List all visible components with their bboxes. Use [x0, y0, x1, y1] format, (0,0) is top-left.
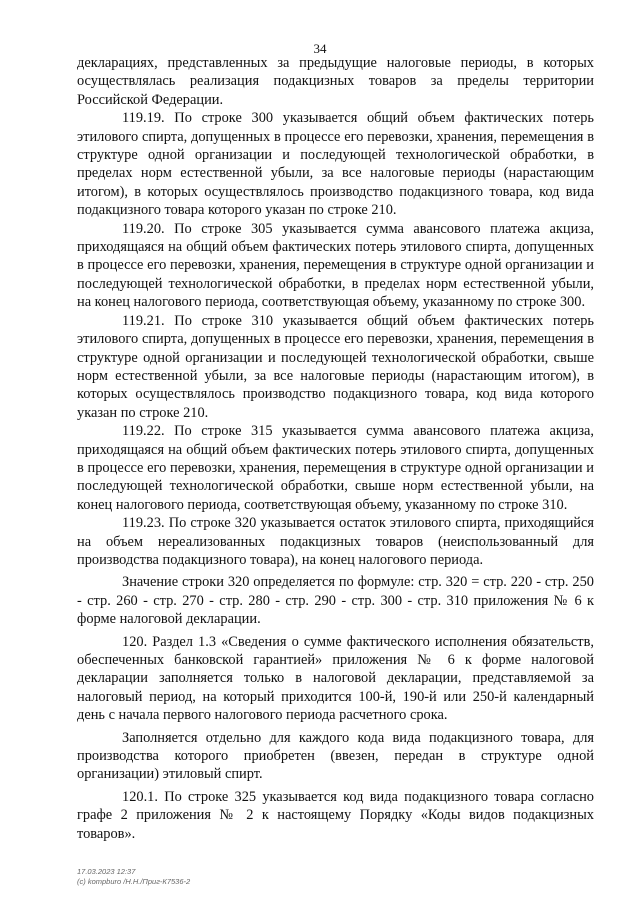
document-footer	[77, 867, 190, 887]
paragraph-119-20: 119.20. По строке 305 указывается сумма авансового платежа акциза, приходящаяся на общий объем фактических потерь этилового спирта, допущенных в процессе его перевозки, хранения, перемещения в структуре одной организации и последующей технологической обработки, в пределах норм естественной убыли, на конец налогового периода, соответствующая объему, указанному по строке 300.	[77, 220, 594, 311]
paragraph-formula: Значение строки 320 определяется по формуле: стр. 320 = стр. 220 - стр. 250 - стр. 260 - стр. 270 - стр. 280 - стр. 290 - стр. 300 - стр. 310 приложения № 6 к форме налоговой декларации.	[77, 574, 594, 628]
document-body	[77, 54, 594, 843]
footer-source: (с) kompburo /Н.Н./Приг-К7536-2	[77, 877, 191, 886]
paragraph-120-1: 120.1. По строке 325 указывается код вида подакцизного товара согласно графе 2 приложения № 2 к настоящему Порядку «Коды видов подакцизных товаров».	[77, 788, 594, 842]
paragraph-119-19: 119.19. По строке 300 указывается общий объем фактических потерь этилового спирта, допущенных в процессе его перевозки, хранения, перемещения в структуре одной организации и последующей технологической обработки, в пределах норм естественной убыли, за все налоговые периоды (нарастающим итогом), в которых осуществлялось производство подакцизного товара, код вида подакцизного товара которого указан по строке 210.	[77, 110, 594, 219]
paragraph-continuation: декларациях, представленных за предыдущие налоговые периоды, в которых осуществлялась реализация подакцизных товаров за пределы территории Российской Федерации.	[77, 55, 594, 108]
paragraph-119-22: 119.22. По строке 315 указывается сумма авансового платежа акциза, приходящаяся на общий объем фактических потерь этилового спирта, допущенных в процессе его перевозки, хранения, перемещения в структуре одной организации и последующей технологической обработки, свыше норм естественной убыли, на конец налогового периода, соответствующая объему, указанному по строке 310.	[77, 423, 594, 513]
footer-date: 17.03.2023 12:37	[77, 867, 136, 876]
paragraph-fill-note: Заполняется отдельно для каждого кода вида подакцизного товара, для производства которого приобретен (ввезен, передан в структуре одной организации) этиловый спирт.	[77, 729, 594, 783]
paragraph-120: 120. Раздел 1.3 «Сведения о сумме фактического исполнения обязательств, обеспеченных банковской гарантией» приложения № 6 к форме налоговой декларации заполняется только в налоговой декларации, представляемой за налоговый период, на который приходится 100-й, 190-й или 250-й календарный день с начала первого налогового периода расчетного срока.	[77, 633, 594, 724]
paragraph-119-21: 119.21. По строке 310 указывается общий объем фактических потерь этилового спирта, допущенных в процессе его перевозки, хранения, перемещения в структуре одной организации и последующей технологической обработки, свыше норм естественной убыли, за все налоговые периоды (нарастающим итогом), в которых осуществлялось производство подакцизного товара, код вида которого указан по строке 210.	[77, 312, 594, 421]
paragraph-119-23: 119.23. По строке 320 указывается остаток этилового спирта, приходящийся на объем нереализованных подакцизных товаров (неиспользованный для производства подакцизного товара), на конец налогового периода.	[77, 515, 594, 568]
page-number: 34	[313, 41, 327, 56]
